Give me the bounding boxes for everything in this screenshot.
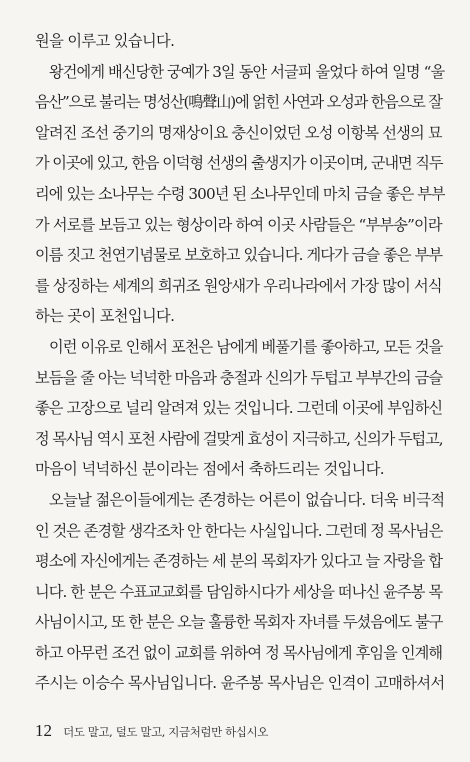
text-line: 음산”으로 불리는 명성산(鳴聲山)에 얽힌 사연과 오성과 한음으로 잘 [35, 93, 442, 112]
text-line: 하고 아무런 조건 없이 교회를 위하여 정 목사님에게 후임을 인계해 [35, 643, 443, 662]
text-line: 이름 짓고 천연기념물로 보호하고 있습니다. 게다가 금슬 좋은 부부 [35, 246, 443, 265]
text-line: 오늘날 젊은이들에게는 존경하는 어른이 없습니다. 더욱 비극적 [49, 490, 445, 509]
running-title: 더도 말고, 덜도 말고, 지금처럼만 하십시오 [63, 725, 268, 739]
text-line: 원을 이루고 있습니다. [35, 32, 175, 50]
text-line: 인 것은 존경할 생각조차 안 한다는 사실입니다. 그런데 정 목사님은 [35, 521, 443, 540]
text-line: 가 서로를 보듬고 있는 형상이라 하여 이곳 사람들은 “부부송”이라 [35, 215, 442, 234]
body-text [35, 26, 445, 699]
text-line: 보듬을 줄 아는 넉넉한 마음과 충절과 신의가 두텁고 부부간의 금슬 [35, 368, 443, 387]
text-line: 가 이곳에 있고, 한음 이덕형 선생의 출생지가 이곳이며, 군내면 직두 [35, 154, 443, 173]
text-line: 사님이시고, 또 한 분은 오늘 훌륭한 목회자 자녀를 두셨음에도 불구 [35, 613, 443, 632]
text-line: 리에 있는 소나무는 수령 300년 된 소나무인데 마치 금슬 좋은 부부 [35, 184, 445, 203]
text-line: 를 상징하는 세계의 희귀조 원앙새가 우리나라에서 가장 많이 서식 [35, 276, 442, 295]
text-line: 좋은 고장으로 널리 알려져 있는 것입니다. 그런데 이곳에 부임하신 [35, 399, 443, 418]
text-line: 정 목사님 역시 포천 사람에 걸맞게 효성이 지극하고, 신의가 두텁고, [35, 429, 443, 448]
text-line: 마음이 넉넉하신 분이라는 점에서 축하드리는 것입니다. [35, 460, 385, 479]
text-line: 니다. 한 분은 수표교교회를 담임하시다가 세상을 떠나신 윤주봉 목 [35, 582, 443, 601]
page-number: 12 [35, 721, 52, 740]
text-line: 하는 곳이 포천입니다. [35, 307, 175, 326]
text-line: 이런 이유로 인해서 포천은 남에게 베풀기를 좋아하고, 모든 것을 [49, 337, 443, 356]
text-line: 왕건에게 배신당한 궁예가 3일 동안 서글피 울었다 하여 일명 “울 [49, 62, 445, 81]
text-line: 주시는 이승수 목사님입니다. 윤주봉 목사님은 인격이 고매하셔서 [35, 674, 445, 693]
text-line: 알려진 조선 중기의 명재상이요 충신이었던 오성 이항복 선생의 묘 [35, 123, 442, 142]
text-line: 평소에 자신에게는 존경하는 세 분의 목회자가 있다고 늘 자랑을 합 [35, 552, 443, 571]
page-footer [35, 721, 445, 741]
